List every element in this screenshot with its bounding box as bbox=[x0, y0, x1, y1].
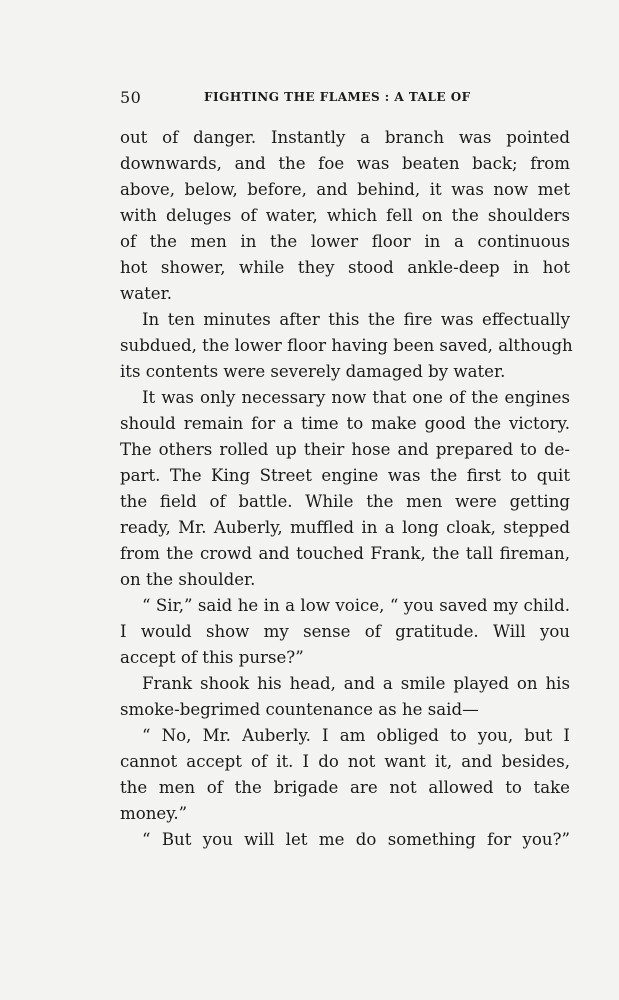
text-line: should remain for a time to make good the victory. bbox=[120, 414, 570, 433]
text-line: the field of battle. While the men were getting bbox=[120, 492, 570, 511]
text-line: I would show my sense of gratitude. Will you bbox=[120, 622, 570, 641]
text-line: cannot accept of it. I do not want it, and besides, bbox=[120, 752, 570, 771]
text-line: Frank shook his head, and a smile played on his bbox=[142, 674, 570, 693]
text-line: money.” bbox=[120, 804, 188, 823]
running-head bbox=[120, 88, 492, 108]
text-line: above, below, before, and behind, it was now met bbox=[120, 180, 570, 199]
text-line: part. The King Street engine was the first to quit bbox=[120, 466, 570, 485]
text-line: It was only necessary now that one of the engines bbox=[142, 388, 570, 407]
text-line: of the men in the lower floor in a continuous bbox=[120, 232, 570, 251]
text-line: accept of this purse?” bbox=[120, 648, 304, 667]
text-line: from the crowd and touched Frank, the tall fireman, bbox=[120, 544, 570, 563]
running-title: FIGHTING THE FLAMES : A TALE OF bbox=[204, 90, 471, 104]
text-line: ready, Mr. Auberly, muffled in a long cloak, stepped bbox=[120, 518, 570, 537]
text-line: on the shoulder. bbox=[120, 570, 256, 589]
text-line: “ No, Mr. Auberly. I am obliged to you, but I bbox=[142, 726, 570, 745]
text-line: smoke-begrimed countenance as he said— bbox=[120, 700, 479, 719]
text-line: The others rolled up their hose and prepared to de- bbox=[120, 440, 570, 459]
text-line: “ Sir,” said he in a low voice, “ you saved my child. bbox=[142, 596, 570, 615]
text-line: In ten minutes after this the fire was effectually bbox=[142, 310, 570, 329]
text-line: with deluges of water, which fell on the shoulders bbox=[120, 206, 570, 225]
text-line: hot shower, while they stood ankle-deep in hot bbox=[120, 258, 570, 277]
text-line: downwards, and the foe was beaten back; from bbox=[120, 154, 570, 173]
text-line: water. bbox=[120, 284, 172, 303]
page-number: 50 bbox=[120, 88, 142, 107]
text-line: “ But you will let me do something for you?” bbox=[142, 830, 570, 849]
text-line: out of danger. Instantly a branch was pointed bbox=[120, 128, 570, 147]
text-line: subdued, the lower floor having been saved, although bbox=[120, 336, 573, 355]
text-line: its contents were severely damaged by water. bbox=[120, 362, 506, 381]
text-line: the men of the brigade are not allowed to take bbox=[120, 778, 570, 797]
